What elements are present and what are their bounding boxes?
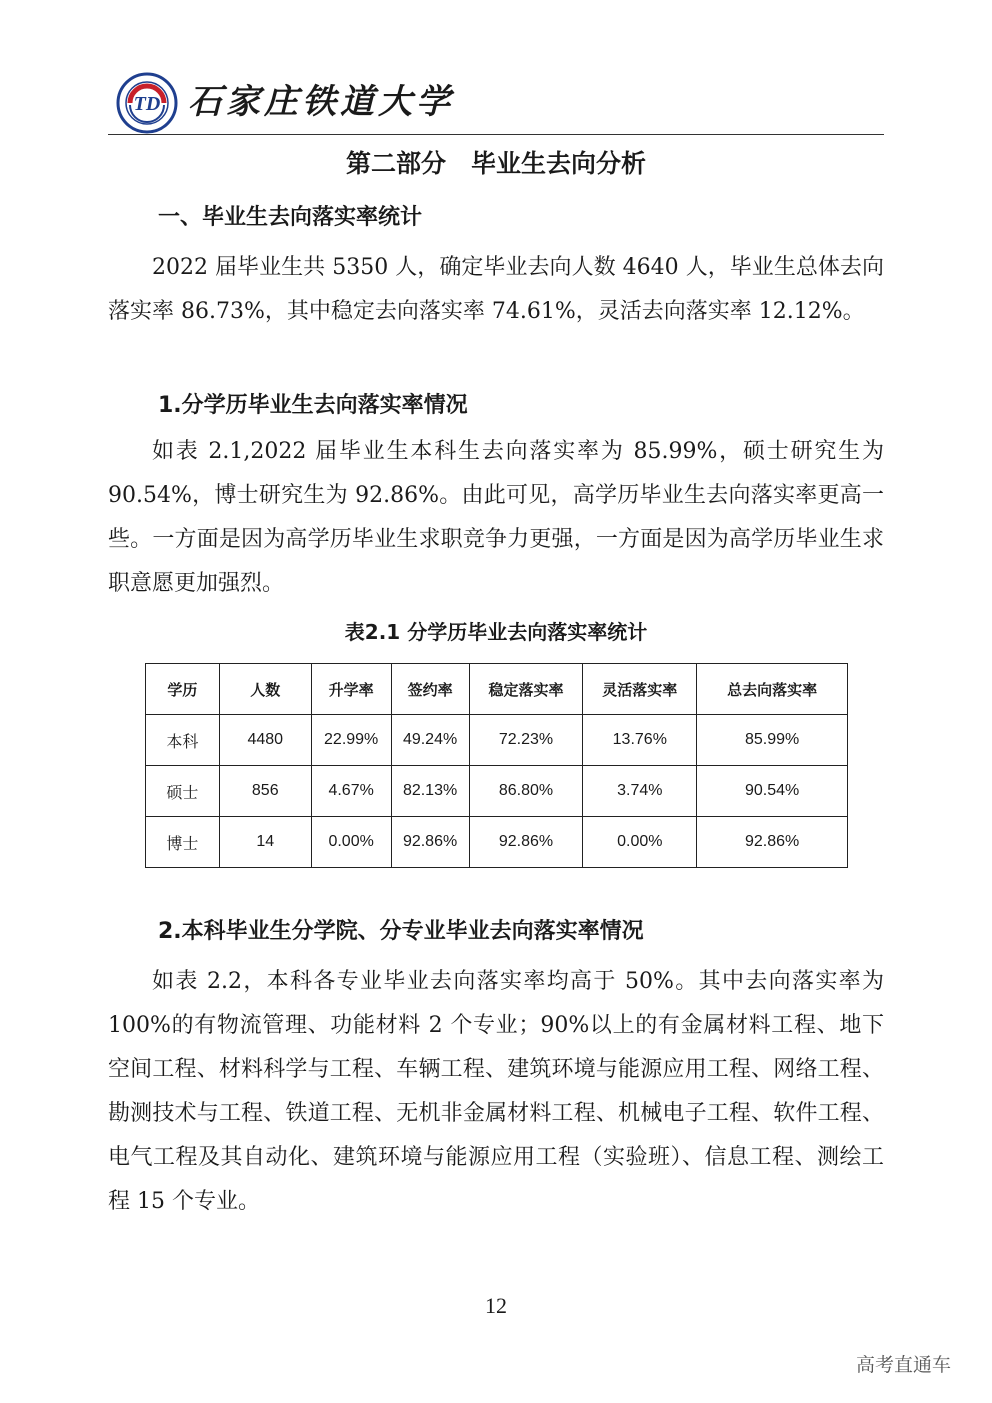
table-caption: 表2.1 分学历毕业去向落实率统计	[344, 620, 648, 644]
table-cell: 92.86%	[697, 817, 848, 868]
table-cell: 4.67%	[311, 766, 391, 817]
table-cell: 90.54%	[697, 766, 848, 817]
table-cell: 86.80%	[469, 766, 583, 817]
education-stats-table	[145, 663, 848, 868]
subsection-paragraph-2: 如表 2.2，本科各专业毕业去向落实率均高于 50%。其中去向落实率为 100%的有物流管理、功能材料 2 个专业；90%以上的有金属材料工程、地下空间工程、材料科学与工程、车辆工程、建筑环境与能源应用工程、网络工程、勘测技术与工程、铁道工程、无机非金属材料工程、机械电子工程、软件工程、电气工程及其自动化、建筑环境与能源应用工程（实验班）、信息工程、测绘工程 15 个专业。	[108, 969, 884, 1214]
subsection-heading-1: 1.分学历毕业生去向落实率情况	[158, 393, 468, 418]
subsection-heading-2: 2.本科毕业生分学院、分专业毕业去向落实率情况	[158, 919, 644, 944]
table-cell: 14	[219, 817, 311, 868]
table-cell: 85.99%	[697, 715, 848, 766]
table-cell: 92.86%	[391, 817, 469, 868]
table-cell: 72.23%	[469, 715, 583, 766]
table-cell: 92.86%	[469, 817, 583, 868]
col-header-flexible-rate: 灵活落实率	[583, 664, 697, 715]
part-title: 第二部分 毕业生去向分析	[345, 149, 646, 178]
col-header-total-rate: 总去向落实率	[697, 664, 848, 715]
table-cell: 82.13%	[391, 766, 469, 817]
section-paragraph-1: 2022 届毕业生共 5350 人，确定毕业去向人数 4640 人，毕业生总体去向落实率 86.73%，其中稳定去向落实率 74.61%，灵活去向落实率 12.12%。	[108, 255, 884, 324]
page-number: 12	[485, 1293, 507, 1318]
col-header-stable-rate: 稳定落实率	[469, 664, 583, 715]
table-cell: 22.99%	[311, 715, 391, 766]
col-header-count: 人数	[219, 664, 311, 715]
col-header-further-study-rate: 升学率	[311, 664, 391, 715]
table-row	[146, 766, 848, 817]
table-cell: 856	[219, 766, 311, 817]
col-header-education: 学历	[146, 664, 220, 715]
subsection-paragraph-1: 如表 2.1,2022 届毕业生本科生去向落实率为 85.99%，硕士研究生为 90.54%，博士研究生为 92.86%。由此可见，高学历毕业生去向落实率更高一些。一方面是因为高学历毕业生求职竞争力更强，一方面是因为高学历毕业生求职意愿更加强烈。	[108, 439, 884, 596]
table-cell: 0.00%	[583, 817, 697, 868]
table-cell: 硕士	[146, 766, 220, 817]
university-name: 石家庄铁道大学	[188, 82, 454, 122]
table-cell: 49.24%	[391, 715, 469, 766]
table-header-row	[146, 664, 848, 715]
section-heading-1: 一、毕业生去向落实率统计	[158, 205, 423, 230]
table-row	[146, 715, 848, 766]
table-cell: 本科	[146, 715, 220, 766]
watermark: 高考直通车	[856, 1354, 952, 1376]
col-header-contract-rate: 签约率	[391, 664, 469, 715]
page-header	[108, 68, 884, 135]
table-cell: 0.00%	[311, 817, 391, 868]
table-cell: 3.74%	[583, 766, 697, 817]
svg-text:TD: TD	[133, 93, 161, 115]
table-cell: 4480	[219, 715, 311, 766]
table-cell: 博士	[146, 817, 220, 868]
table-cell: 13.76%	[583, 715, 697, 766]
table-row	[146, 817, 848, 868]
university-seal-icon	[116, 72, 178, 134]
